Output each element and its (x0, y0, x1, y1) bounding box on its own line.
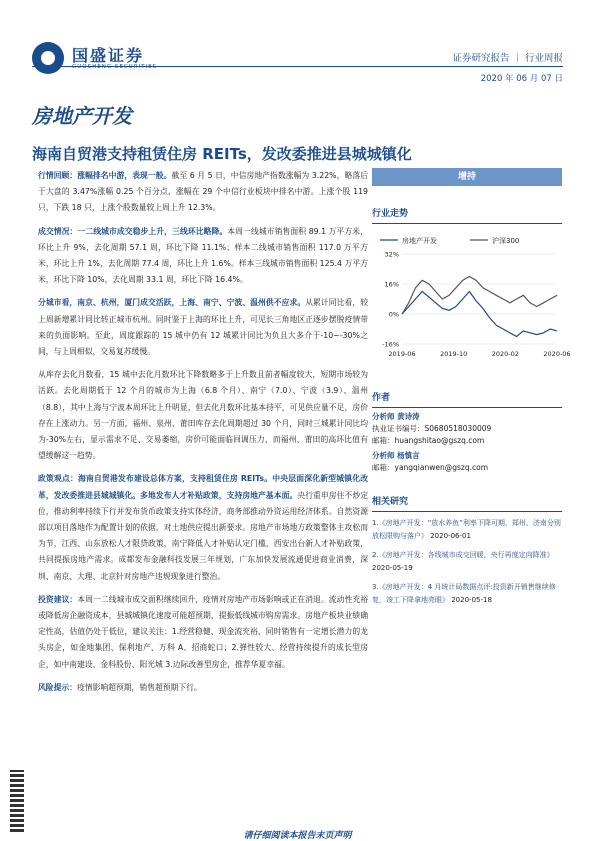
company-logo (32, 40, 172, 80)
legend-label: 房地产开发 (402, 237, 437, 245)
trend-chart (372, 232, 571, 370)
related-list (372, 517, 562, 607)
x-tick-label: 2019-10 (440, 350, 468, 358)
footer-note: 请仔细阅读本报告末页声明 (243, 831, 352, 841)
related-title: 1.《房地产开发：“放水养鱼”利率下降可期，郑州、济南分别放松限购与落户》 (372, 519, 561, 540)
industry-title: 房地产开发 (32, 104, 132, 128)
qr-code-icon (10, 770, 24, 832)
header-divider (32, 66, 563, 67)
sidebar (372, 168, 571, 613)
logo-icon (32, 42, 64, 74)
related-report[interactable] (372, 581, 562, 607)
main-text (38, 168, 368, 703)
related-report[interactable] (372, 549, 562, 575)
author-email[interactable]: 邮箱：yangqianwen@gszq.com (372, 463, 489, 472)
paragraph-keyword: 行情回顾：涨幅排名中游，表现一般。 (38, 171, 172, 180)
paragraph-keyword: 成交情况：一二线城市成交稳步上升，三线环比略降。 (38, 226, 228, 236)
y-tick-label: 32% (384, 250, 399, 259)
author-list (372, 411, 562, 474)
paragraph (38, 224, 368, 289)
trend-heading: 行业走势 (372, 206, 562, 224)
author-name: 分析师 杨慎言 (372, 451, 420, 460)
paragraph (38, 168, 368, 217)
rating-badge: 增持 (372, 168, 562, 186)
y-tick-label: 16% (384, 280, 399, 289)
paragraph-keyword: 风险提示： (38, 682, 77, 692)
x-tick-label: 2020-06 (543, 350, 571, 358)
related-heading: 相关研究 (372, 494, 562, 512)
x-tick-label: 2019-06 (388, 350, 416, 358)
paragraph (38, 471, 368, 584)
x-tick-label: 2020-02 (491, 350, 519, 358)
paragraph-text: 从库存去化月数看，15 城中去化月数环比下降数略多于上升数且前者幅度较大，短期市场较为活跃。去化周期低于 12 个月的城市为上海（6.8 个月）、南宁（7.0）、宁波（3.9）、温州（8.8），其中上海与宁波本周环比上升明显，但去化月数环比基本持平，可见供应量不足，房价存在上涨动力。另一方面，福州、泉州、莆田库存去化周期超过 30 个月，同时三城累计同比均为-30%左右，显示需求不足、交易萎缩，房价可能面临回调压力，而福州、莆田的高环比值有望缓解这一趋势。 (38, 370, 368, 461)
page-header (0, 0, 595, 92)
related-title: 3.《房地产开发：4 月统计局数据点评:投资新开销售继续修复，竣工下降拿地亮眼》 (372, 583, 556, 604)
author-entry (372, 450, 562, 474)
report-title: 海南自贸港支持租赁住房 REITs，发改委推进县城城镇化 (32, 145, 412, 163)
trend-chart-svg (372, 232, 571, 370)
related-date: 2020-05-18 (449, 596, 492, 604)
paragraph-keyword: 投资建议： (38, 594, 78, 604)
legend-label: 沪深300 (492, 237, 520, 245)
paragraph (38, 367, 368, 464)
report-date: 2020 年 06 月 07 日 (480, 74, 563, 84)
paragraph (38, 680, 368, 696)
report-type: 证券研究报告 ｜ 行业周报 (452, 53, 563, 64)
logo-text: 国盛证券 (72, 46, 145, 65)
author-cert: 执业证书编号：S0680518030009 (372, 424, 492, 433)
author-entry (372, 411, 562, 447)
related-date: 2020-05-19 (372, 564, 413, 572)
paragraph (38, 592, 368, 673)
y-tick-label: -16% (382, 340, 399, 349)
paragraph-text: 本周一线城市销售面积 89.1 万平方米，环比上升 9%，去化周期 57.1 周，环比下降 11.1%；样本二线城市销售面积 117.0 万平方米，环比上升 1%，去化周期 77.4 周，环比上升 1.6%。样本三线城市销售面积 125.4 万平方米，环比下降 10%，去化周期 33.1 周，环比下降 16.4%。 (38, 226, 368, 285)
author-heading: 作者 (372, 390, 562, 408)
paragraph-text: 疫情影响超预期，销售超预期下行。 (76, 682, 202, 692)
y-tick-label: 0% (388, 310, 399, 319)
logo-subtext: GUOSHENG SECURITIES (72, 64, 158, 70)
paragraph (38, 295, 368, 360)
paragraph-text: 央行重申房住不炒定位，推动利率持续下行并发布货币政策支持实体经济，商务部推动外资运用经济体系。自然资源部以项目落地作为配置计划的依据，对土地供应提出新要求。房地产市场地方政策整体主攻松而为节，江西、山东放松人才限贷政策，南宁降低人才补贴认定门槛，西安出台新人才补贴政策，共同提振房地产需求。成都发布金融科技发展三年规划，广东加快发展流通促进商业消费，深圳、南京、大理、北京针对房地产违规现象进行整治。 (38, 490, 369, 581)
paragraph-keyword: 分城市看，南京、杭州，厦门成交活跃，上海、南宁、宁波、温州供不应求。 (38, 298, 306, 308)
related-title: 2.《房地产开发：各线城市成交回暖，央行再度定向降准》 (372, 551, 554, 559)
paragraph-text: 从累计同比看，较上周新增累计同比转正城市杭州。同时鉴于上海的环比上升，可见长三角地区正逐步摆脱疫情带来的负面影响。至此，周度跟踪的 15 城中仍有 12 城累计同比为负且大多介于-10~-30%之间，与上周相似，交易复苏缓慢。 (38, 298, 369, 357)
author-email[interactable]: 邮箱：huangshitao@gszq.com (372, 436, 485, 445)
author-name: 分析师 黄诗涛 (372, 412, 420, 421)
series-line (402, 277, 557, 315)
paragraph-text: 本周一二线城市成交面积继续回升，疫情对房地产市场影响或正在消退。流动性充裕或降低房企融资成本，县城城镇化速度可能超预期，提振低线城市购房需求。房地产板块业绩确定性高，估值仍处于低位，建议关注：1.经营稳健、现金流充裕、同时销售有一定增长潜力的龙头房企，如金地集团、保利地产、万科 A、招商蛇口；2.弹性较大、经营持续提升的成长型房企，如中南建设、金科股份、阳光城 3.边际改善型房企，推荐华夏幸福。 (38, 594, 368, 669)
paragraph-keyword: 政策观点：海南自贸港发布建设总体方案，支持租赁住房 REITs。中央层面深化新型城镇化改革，发改委推进县城城镇化。多地发布人才补贴政策，支持房地产基本面。 (38, 474, 368, 500)
related-date: 2020-06-01 (428, 532, 471, 540)
paragraph-text: 截至 6 月 5 日，中信房地产指数涨幅为 3.22%，略落后于大盘的 3.47%涨幅 0.25 个百分点，涨幅在 29 个中信行业板块中排名中游。上涨个股 119 只，下跌 18 只，上涨个股数量较上周上升 12.3%。 (38, 171, 368, 213)
related-report[interactable] (372, 517, 562, 543)
